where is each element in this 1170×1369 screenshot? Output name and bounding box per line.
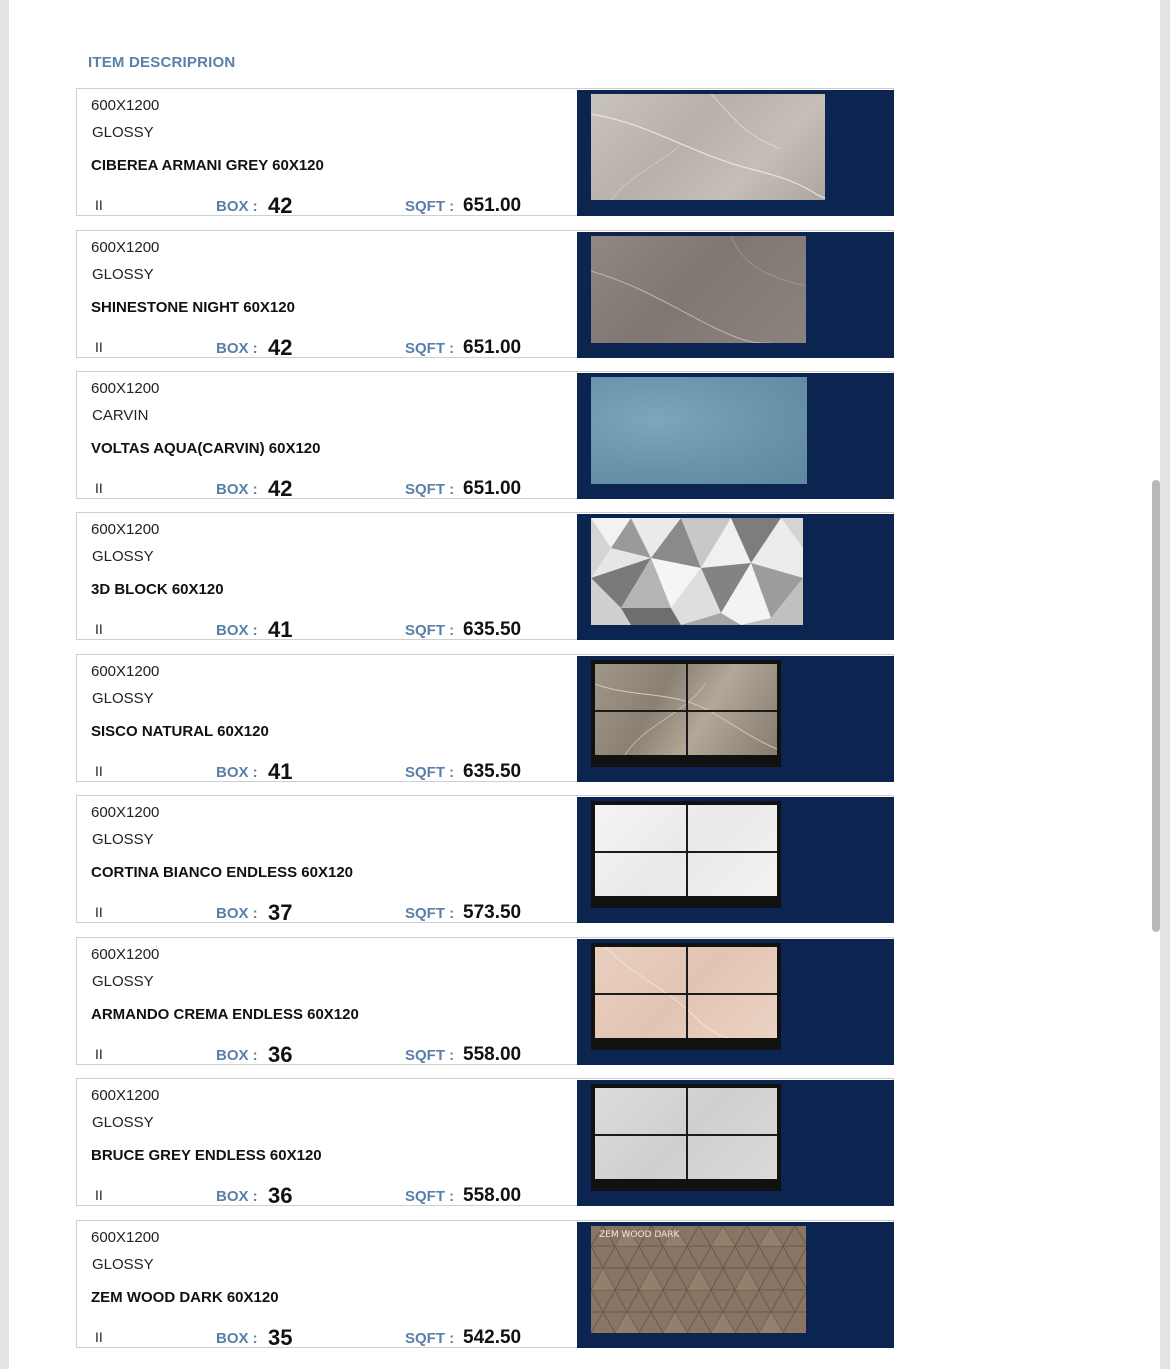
item-size: 600X1200 <box>91 97 160 114</box>
sqft-value: 651.00 <box>463 478 522 499</box>
item-finish: GLOSSY <box>92 831 154 848</box>
tile-image <box>591 660 781 767</box>
box-value: 41 <box>268 759 293 784</box>
document-page <box>9 0 1160 1369</box>
item-row <box>76 795 894 923</box>
item-size: 600X1200 <box>91 804 160 821</box>
sqft-value: 651.00 <box>463 337 522 358</box>
tile-grid-line <box>595 851 777 853</box>
tile-grid-line <box>595 1134 777 1136</box>
sqft-value: 651.00 <box>463 195 522 216</box>
sqft-value: 635.50 <box>463 761 522 782</box>
sqft-value: 558.00 <box>463 1044 522 1065</box>
item-row <box>76 654 894 782</box>
item-row <box>76 371 894 499</box>
tile-image <box>591 801 781 908</box>
box-label: BOX : <box>216 1330 258 1347</box>
item-name: VOLTAS AQUA(CARVIN) 60X120 <box>91 440 321 457</box>
sqft-value: 542.50 <box>463 1327 522 1348</box>
box-label: BOX : <box>216 1047 258 1064</box>
item-marker: II <box>95 339 103 355</box>
item-size: 600X1200 <box>91 946 160 963</box>
tile-image <box>591 943 781 1050</box>
item-finish: GLOSSY <box>92 1256 154 1273</box>
item-size: 600X1200 <box>91 380 160 397</box>
box-label: BOX : <box>216 481 258 498</box>
item-finish: GLOSSY <box>92 690 154 707</box>
item-finish: GLOSSY <box>92 124 154 141</box>
item-name: SHINESTONE NIGHT 60X120 <box>91 299 295 316</box>
sqft-label: SQFT : <box>405 1188 455 1205</box>
sqft-value: 573.50 <box>463 902 522 923</box>
tile-image-panel <box>577 373 894 499</box>
item-name: SISCO NATURAL 60X120 <box>91 723 269 740</box>
box-label: BOX : <box>216 1188 258 1205</box>
item-finish: GLOSSY <box>92 548 154 565</box>
sqft-label: SQFT : <box>405 622 455 639</box>
vertical-scrollbar[interactable] <box>1152 480 1160 932</box>
tile-image-panel <box>577 1080 894 1206</box>
item-name: CORTINA BIANCO ENDLESS 60X120 <box>91 864 354 881</box>
box-label: BOX : <box>216 622 258 639</box>
item-marker: II <box>95 1187 103 1203</box>
sqft-label: SQFT : <box>405 1330 455 1347</box>
item-name: ZEM WOOD DARK 60X120 <box>91 1289 279 1306</box>
item-row <box>76 1078 894 1206</box>
item-marker: II <box>95 197 103 213</box>
sqft-label: SQFT : <box>405 764 455 781</box>
tile-image-panel <box>577 797 894 923</box>
tile-grid-line <box>595 993 777 995</box>
item-name: BRUCE GREY ENDLESS 60X120 <box>91 1147 322 1164</box>
box-label: BOX : <box>216 905 258 922</box>
box-value: 36 <box>268 1183 293 1208</box>
sqft-value: 635.50 <box>463 619 522 640</box>
tile-image <box>591 1226 806 1333</box>
item-finish: CARVIN <box>92 407 149 424</box>
sqft-label: SQFT : <box>405 481 455 498</box>
item-row <box>76 512 894 640</box>
item-row <box>76 88 894 216</box>
tile-label: ZEM WOOD DARK <box>599 1230 680 1240</box>
item-row <box>76 230 894 358</box>
item-row <box>76 937 894 1065</box>
sqft-label: SQFT : <box>405 198 455 215</box>
item-size: 600X1200 <box>91 1229 160 1246</box>
item-marker: II <box>95 621 103 637</box>
box-value: 35 <box>268 1325 293 1350</box>
box-value: 42 <box>268 193 293 218</box>
tile-image <box>591 94 825 200</box>
item-size: 600X1200 <box>91 663 160 680</box>
sqft-label: SQFT : <box>405 340 455 357</box>
tile-image-panel <box>577 514 894 640</box>
sqft-value: 558.00 <box>463 1185 522 1206</box>
item-marker: II <box>95 1329 103 1345</box>
item-name: 3D BLOCK 60X120 <box>91 581 224 598</box>
sqft-label: SQFT : <box>405 905 455 922</box>
box-value: 42 <box>268 335 293 360</box>
item-size: 600X1200 <box>91 1087 160 1104</box>
tile-image-panel <box>577 90 894 216</box>
box-value: 37 <box>268 900 293 925</box>
box-label: BOX : <box>216 340 258 357</box>
item-row <box>76 1220 894 1348</box>
item-name: CIBEREA ARMANI GREY 60X120 <box>91 157 324 174</box>
item-finish: GLOSSY <box>92 266 154 283</box>
item-marker: II <box>95 1046 103 1062</box>
tile-image-panel <box>577 232 894 358</box>
box-value: 36 <box>268 1042 293 1067</box>
tile-grid-line <box>595 710 777 712</box>
tile-image <box>591 1084 781 1191</box>
tile-image-panel <box>577 656 894 782</box>
tile-image-panel <box>577 939 894 1065</box>
item-marker: II <box>95 480 103 496</box>
item-finish: GLOSSY <box>92 1114 154 1131</box>
item-finish: GLOSSY <box>92 973 154 990</box>
tile-image-panel <box>577 1222 894 1348</box>
sqft-label: SQFT : <box>405 1047 455 1064</box>
section-title: ITEM DESCRIPRION <box>88 54 236 71</box>
tile-image <box>591 518 803 625</box>
item-size: 600X1200 <box>91 521 160 538</box>
box-value: 41 <box>268 617 293 642</box>
item-size: 600X1200 <box>91 239 160 256</box>
tile-image <box>591 377 807 484</box>
item-marker: II <box>95 763 103 779</box>
box-value: 42 <box>268 476 293 501</box>
box-label: BOX : <box>216 764 258 781</box>
item-name: ARMANDO CREMA ENDLESS 60X120 <box>91 1006 359 1023</box>
tile-image <box>591 236 806 343</box>
item-marker: II <box>95 904 103 920</box>
box-label: BOX : <box>216 198 258 215</box>
